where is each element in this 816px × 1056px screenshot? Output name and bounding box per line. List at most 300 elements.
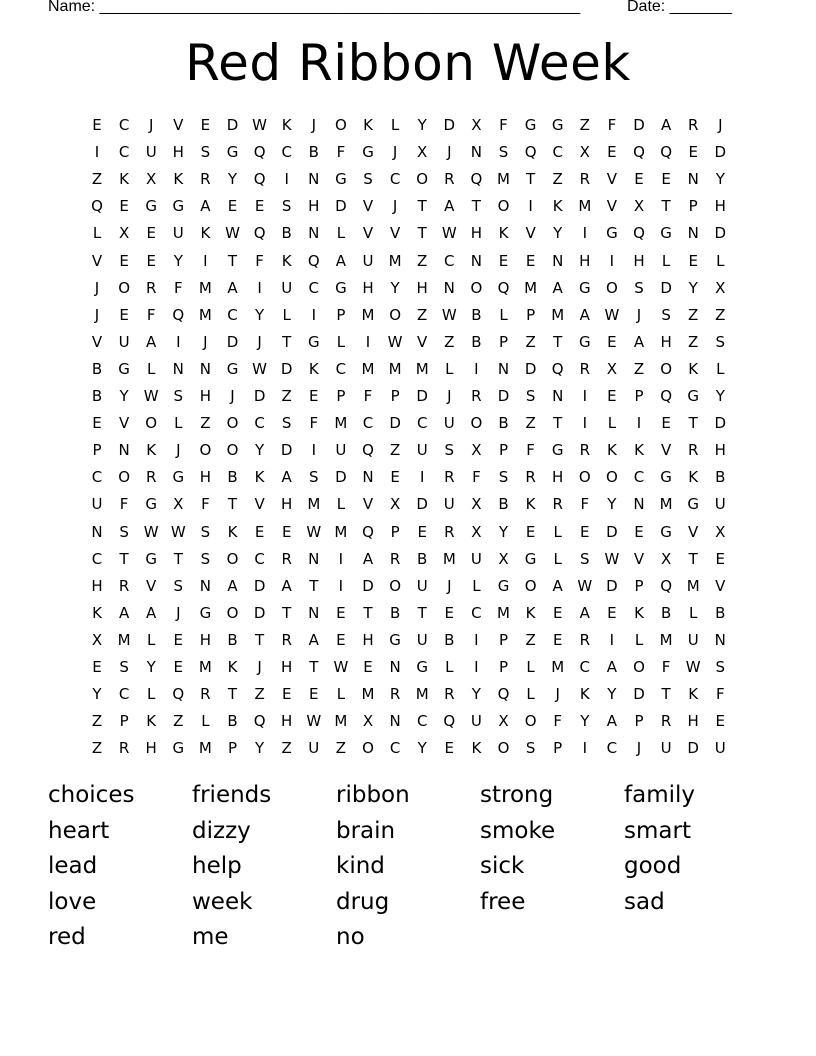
grid-letter: T: [282, 603, 292, 622]
grid-letter: E: [254, 197, 265, 216]
grid-letter: A: [118, 603, 130, 622]
grid-letter: K: [308, 359, 319, 378]
grid-letter: X: [471, 116, 482, 134]
grid-letter: F: [309, 414, 319, 433]
grid-letter: F: [472, 468, 481, 487]
grid-letter: E: [281, 685, 292, 704]
grid-letter: Q: [172, 685, 185, 704]
grid-letter: L: [282, 305, 291, 324]
grid-letter: J: [94, 278, 100, 297]
grid-letter: W: [604, 305, 620, 324]
grid-letter: N: [470, 143, 482, 162]
grid-letter: B: [91, 387, 103, 405]
grid-letter: S: [309, 468, 319, 487]
grid-letter: N: [687, 170, 699, 189]
grid-letter: L: [174, 414, 183, 433]
grid-letter: H: [687, 712, 699, 731]
grid-letter: K: [688, 359, 699, 378]
grid-letter: R: [687, 116, 699, 134]
grid-letter: V: [389, 224, 401, 243]
grid-letter: G: [524, 549, 537, 568]
grid-letter: H: [172, 143, 184, 162]
word-bank-item: good: [624, 853, 682, 879]
grid-letter: Z: [444, 332, 455, 351]
grid-letter: D: [606, 522, 618, 541]
grid-letter: Z: [254, 685, 265, 704]
grid-letter: G: [335, 170, 347, 189]
grid-letter: W: [387, 332, 403, 351]
grid-letter: O: [497, 739, 510, 758]
grid-letter: D: [416, 387, 428, 405]
grid-letter: R: [660, 712, 672, 731]
word-bank-item: free: [480, 888, 526, 915]
grid-letter: I: [365, 332, 371, 351]
grid-letter: X: [660, 549, 672, 568]
grid-letter: H: [362, 278, 374, 297]
grid-letter: C: [91, 468, 103, 487]
grid-letter: Z: [525, 332, 536, 351]
grid-letter: J: [447, 143, 452, 162]
word-bank-item: strong: [480, 782, 554, 808]
grid-letter: F: [146, 305, 156, 324]
grid-letter: D: [416, 495, 428, 514]
grid-letter: H: [579, 251, 591, 270]
grid-letter: O: [660, 359, 672, 378]
grid-letter: F: [580, 495, 590, 514]
grid-letter: D: [280, 441, 293, 460]
grid-letter: N: [172, 359, 184, 378]
grid-letter: Z: [552, 170, 563, 189]
grid-letter: G: [362, 143, 374, 162]
grid-letter: B: [715, 603, 726, 622]
grid-letter: W: [252, 116, 268, 134]
grid-letter: K: [525, 495, 536, 514]
grid-letter: B: [91, 359, 103, 378]
grid-letter: R: [281, 549, 292, 568]
grid-letter: T: [471, 197, 481, 216]
grid-letter: A: [579, 603, 590, 622]
word-bank-item: help: [192, 853, 242, 879]
grid-letter: W: [143, 522, 159, 541]
grid-letter: G: [660, 224, 672, 243]
grid-letter: D: [280, 359, 293, 378]
grid-letter: M: [415, 685, 429, 704]
grid-letter: K: [552, 197, 563, 216]
grid-letter: K: [92, 603, 102, 622]
grid-letter: W: [604, 549, 620, 568]
grid-letter: L: [689, 603, 698, 622]
grid-letter: U: [416, 441, 428, 460]
grid-letter: A: [606, 712, 618, 731]
grid-letter: H: [91, 576, 103, 595]
grid-letter: A: [308, 630, 319, 649]
grid-letter: Z: [525, 630, 536, 649]
grid-letter: Z: [91, 170, 103, 189]
grid-letter: R: [525, 468, 536, 487]
grid-letter: A: [281, 468, 292, 487]
grid-letter: T: [309, 576, 319, 595]
grid-letter: R: [200, 170, 211, 189]
grid-letter: U: [660, 739, 672, 758]
grid-letter: C: [254, 414, 265, 433]
grid-letter: Y: [688, 278, 698, 297]
grid-letter: X: [91, 630, 103, 649]
grid-letter: M: [334, 414, 348, 433]
grid-letter: K: [498, 224, 509, 243]
grid-letter: Y: [390, 278, 400, 297]
word-bank-item: family: [624, 782, 695, 808]
grid-letter: G: [687, 387, 699, 405]
grid-letter: W: [252, 359, 268, 378]
grid-letter: Z: [200, 414, 211, 433]
grid-letter: K: [606, 441, 617, 460]
grid-letter: O: [389, 576, 401, 595]
grid-letter: R: [579, 630, 591, 649]
grid-letter: Z: [417, 305, 428, 324]
grid-letter: T: [363, 603, 373, 622]
grid-letter: W: [306, 522, 322, 541]
grid-letter: E: [390, 468, 400, 487]
grid-letter: K: [146, 441, 157, 460]
grid-letter: K: [579, 685, 590, 704]
grid-letter: N: [199, 576, 211, 595]
grid-letter: R: [389, 549, 401, 568]
grid-letter: P: [634, 387, 644, 405]
grid-letter: E: [661, 170, 671, 189]
grid-letter: E: [173, 658, 184, 676]
grid-letter: K: [119, 170, 130, 189]
grid-letter: C: [389, 739, 401, 758]
grid-letter: T: [227, 685, 238, 704]
grid-letter: J: [257, 332, 262, 351]
grid-letter: M: [497, 170, 510, 189]
grid-letter: Z: [633, 359, 645, 378]
grid-letter: K: [688, 468, 699, 487]
grid-letter: F: [119, 495, 129, 514]
grid-letter: L: [526, 685, 535, 704]
grid-letter: G: [660, 522, 672, 541]
grid-letter: A: [335, 251, 347, 270]
grid-letter: Q: [362, 441, 374, 460]
grid-letter: Y: [255, 305, 265, 324]
grid-letter: S: [200, 143, 211, 162]
grid-letter: W: [225, 224, 240, 243]
grid-letter: L: [336, 685, 346, 704]
grid-letter: E: [607, 143, 617, 162]
grid-letter: R: [471, 387, 482, 405]
grid-letter: I: [311, 305, 317, 324]
grid-letter: E: [634, 522, 644, 541]
grid-letter: Z: [688, 332, 699, 351]
grid-letter: B: [471, 332, 482, 351]
grid-letter: N: [118, 441, 130, 460]
grid-letter: J: [176, 441, 181, 460]
grid-letter: D: [633, 685, 645, 704]
grid-letter: K: [281, 116, 292, 134]
grid-letter: F: [255, 251, 264, 270]
grid-letter: X: [633, 197, 645, 216]
grid-letter: X: [606, 359, 618, 378]
word-bank-item: drug: [336, 888, 390, 915]
grid-letter: T: [119, 549, 129, 568]
grid-letter: Z: [389, 441, 401, 460]
grid-letter: C: [335, 359, 347, 378]
grid-letter: G: [172, 468, 185, 487]
grid-letter: L: [526, 658, 535, 676]
grid-letter: E: [715, 712, 726, 731]
grid-letter: D: [253, 603, 266, 622]
grid-letter: V: [118, 414, 130, 433]
grid-letter: Z: [281, 739, 292, 758]
grid-letter: G: [199, 603, 212, 622]
grid-letter: M: [659, 495, 673, 514]
grid-letter: S: [715, 658, 726, 676]
grid-letter: J: [311, 116, 317, 134]
grid-letter: M: [361, 685, 375, 704]
grid-letter: H: [633, 251, 645, 270]
grid-letter: I: [419, 468, 425, 487]
name-field-label: Name: ______________________________________________________: [48, 0, 581, 15]
grid-letter: E: [309, 685, 319, 704]
grid-letter: R: [444, 468, 455, 487]
grid-letter: G: [551, 116, 564, 134]
grid-letter: O: [578, 468, 591, 487]
grid-letter: X: [715, 522, 726, 541]
grid-letter: T: [282, 332, 292, 351]
grid-letter: E: [688, 251, 698, 270]
grid-letter: M: [415, 359, 429, 378]
grid-letter: N: [308, 224, 320, 243]
grid-letter: E: [119, 251, 129, 270]
grid-letter: B: [227, 468, 238, 487]
grid-letter: G: [578, 332, 591, 351]
grid-letter: X: [498, 549, 509, 568]
grid-letter: H: [660, 332, 672, 351]
grid-letter: D: [660, 278, 672, 297]
grid-letter: E: [309, 387, 319, 405]
grid-letter: Z: [525, 414, 536, 433]
grid-letter: P: [498, 658, 509, 676]
grid-letter: S: [119, 658, 129, 676]
grid-letter: J: [447, 576, 452, 595]
grid-letter: D: [687, 739, 699, 758]
grid-letter: A: [146, 603, 157, 622]
grid-letter: H: [281, 495, 293, 514]
grid-letter: E: [92, 116, 102, 134]
grid-letter: G: [389, 630, 401, 649]
grid-letter: T: [688, 549, 698, 568]
grid-letter: E: [92, 414, 102, 433]
grid-letter: L: [553, 522, 562, 541]
grid-letter: V: [146, 576, 157, 595]
grid-letter: K: [254, 468, 265, 487]
grid-letter: P: [498, 332, 509, 351]
grid-letter: S: [525, 387, 536, 405]
grid-letter: D: [524, 359, 537, 378]
grid-letter: H: [714, 441, 726, 460]
grid-letter: L: [634, 630, 644, 649]
grid-letter: U: [118, 332, 130, 351]
word-bank-item: red: [48, 924, 86, 950]
grid-letter: S: [498, 143, 509, 162]
grid-letter: P: [634, 576, 644, 595]
grid-letter: L: [147, 685, 156, 704]
grid-letter: M: [361, 359, 375, 378]
grid-letter: F: [661, 658, 671, 676]
grid-letter: U: [714, 739, 726, 758]
grid-letter: I: [474, 630, 479, 649]
grid-letter: A: [660, 116, 672, 134]
grid-letter: S: [525, 739, 536, 758]
grid-letter: E: [607, 332, 617, 351]
grid-letter: H: [281, 712, 293, 731]
grid-letter: R: [145, 468, 157, 487]
grid-letter: S: [715, 332, 726, 351]
grid-letter: C: [91, 549, 103, 568]
grid-letter: U: [416, 630, 428, 649]
grid-letter: J: [203, 332, 208, 351]
grid-letter: Q: [307, 251, 320, 270]
grid-letter: K: [525, 603, 536, 622]
grid-letter: S: [580, 549, 590, 568]
grid-letter: M: [551, 305, 565, 324]
grid-letter: P: [526, 305, 536, 324]
grid-letter: I: [582, 414, 588, 433]
grid-letter: F: [173, 278, 183, 297]
grid-letter: Z: [715, 305, 726, 324]
grid-letter: J: [230, 387, 235, 405]
grid-letter: J: [257, 658, 262, 676]
grid-letter: D: [714, 143, 727, 162]
grid-letter: C: [471, 603, 482, 622]
grid-letter: H: [145, 739, 157, 758]
grid-letter: J: [392, 197, 398, 216]
grid-letter: X: [146, 170, 157, 189]
grid-letter: P: [634, 712, 644, 731]
grid-letter: U: [714, 495, 726, 514]
word-bank-item: smoke: [480, 817, 556, 844]
grid-letter: M: [686, 576, 700, 595]
grid-letter: W: [685, 658, 701, 676]
grid-letter: I: [94, 143, 100, 162]
grid-letter: E: [444, 739, 455, 758]
grid-letter: W: [333, 658, 349, 676]
grid-letter: E: [146, 251, 156, 270]
grid-letter: U: [687, 630, 699, 649]
grid-letter: Z: [173, 712, 184, 731]
grid-letter: P: [553, 739, 563, 758]
date-field-label: Date: _______: [627, 0, 732, 15]
grid-letter: Y: [553, 224, 563, 243]
grid-letter: J: [718, 116, 723, 134]
grid-letter: C: [118, 685, 130, 704]
grid-letter: V: [362, 197, 374, 216]
grid-letter: L: [147, 359, 156, 378]
grid-letter: Q: [551, 359, 564, 378]
grid-letter: S: [281, 414, 292, 433]
grid-letter: V: [362, 224, 374, 243]
grid-letter: M: [578, 197, 592, 216]
grid-letter: H: [281, 658, 293, 676]
grid-letter: R: [579, 441, 591, 460]
grid-letter: D: [226, 116, 239, 134]
word-bank-item: ribbon: [336, 782, 410, 808]
grid-letter: O: [226, 603, 239, 622]
grid-letter: A: [362, 549, 374, 568]
grid-letter: L: [499, 305, 508, 324]
grid-letter: O: [389, 305, 401, 324]
grid-letter: Z: [91, 739, 103, 758]
grid-letter: I: [311, 441, 317, 460]
grid-letter: U: [362, 251, 374, 270]
grid-letter: C: [416, 414, 428, 433]
grid-letter: N: [552, 251, 564, 270]
grid-letter: O: [497, 197, 510, 216]
grid-letter: H: [470, 224, 483, 243]
grid-letter: H: [308, 197, 320, 216]
grid-letter: Y: [119, 387, 129, 405]
grid-letter: G: [687, 495, 699, 514]
grid-letter: I: [528, 197, 533, 216]
grid-letter: S: [200, 522, 211, 541]
grid-letter: D: [443, 116, 456, 134]
grid-letter: K: [146, 712, 157, 731]
grid-letter: A: [146, 332, 157, 351]
grid-letter: O: [362, 739, 374, 758]
grid-letter: T: [553, 414, 563, 433]
grid-letter: L: [336, 224, 346, 243]
grid-letter: Z: [91, 712, 103, 731]
grid-letter: E: [200, 116, 211, 134]
grid-letter: F: [715, 685, 725, 704]
grid-letter: C: [308, 278, 320, 297]
grid-letter: O: [145, 414, 158, 433]
grid-letter: E: [688, 143, 698, 162]
grid-letter: N: [199, 359, 211, 378]
grid-letter: J: [555, 685, 560, 704]
grid-letter: P: [688, 197, 698, 216]
grid-letter: B: [660, 603, 672, 622]
grid-letter: S: [634, 278, 644, 297]
grid-letter: M: [497, 603, 510, 622]
grid-letter: M: [551, 658, 565, 676]
grid-letter: K: [634, 603, 644, 622]
grid-letter: Q: [362, 522, 374, 541]
grid-letter: E: [336, 630, 346, 649]
grid-letter: R: [687, 441, 699, 460]
grid-letter: E: [607, 387, 617, 405]
grid-letter: M: [334, 712, 348, 731]
grid-letter: D: [714, 414, 727, 433]
header: [48, 0, 768, 20]
grid-letter: G: [606, 224, 618, 243]
grid-letter: Y: [607, 495, 617, 514]
grid-letter: Y: [92, 685, 102, 704]
grid-letter: K: [471, 739, 482, 758]
grid-letter: X: [471, 441, 482, 460]
grid-letter: K: [688, 685, 699, 704]
word-bank-item: smart: [624, 817, 691, 844]
grid-letter: T: [661, 197, 671, 216]
grid-letter: I: [257, 278, 262, 297]
grid-letter: I: [636, 414, 642, 433]
grid-letter: R: [118, 576, 130, 595]
grid-letter: C: [281, 143, 292, 162]
grid-letter: J: [636, 739, 642, 758]
grid-letter: H: [199, 468, 212, 487]
grid-letter: V: [606, 197, 618, 216]
grid-letter: N: [497, 359, 510, 378]
